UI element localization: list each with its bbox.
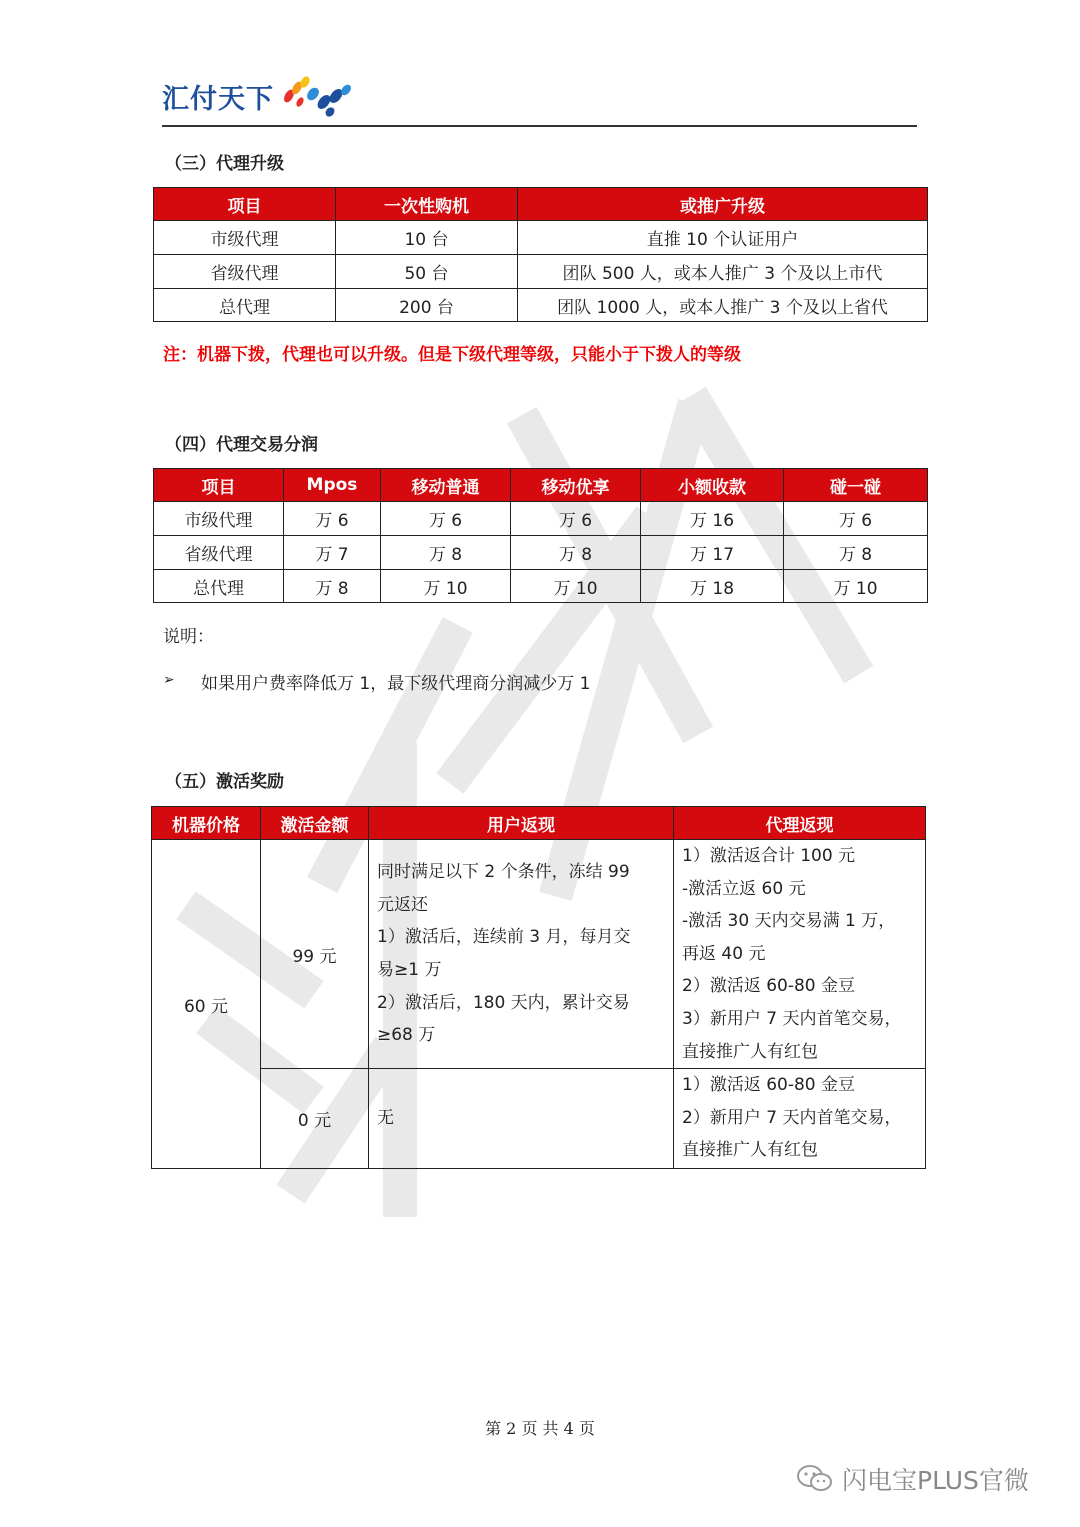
wechat-icon <box>796 1464 834 1494</box>
text-line: 直接推广人有红包 <box>682 1140 818 1161</box>
table-cell: 万 18 <box>641 570 784 603</box>
text-line: 1）激活返 60-80 金豆 <box>682 1075 856 1096</box>
table-row <box>154 570 928 603</box>
table-cell: 10 台 <box>336 221 518 255</box>
table-cell: 市级代理 <box>154 502 284 536</box>
table-row <box>152 840 926 1069</box>
table-cell: 万 6 <box>511 502 641 536</box>
upgrade-note: 注：机器下拨，代理也可以升级。但是下级代理等级，只能小于下拨人的等级 <box>163 345 741 365</box>
table-row <box>152 1069 926 1169</box>
text-line: 易≥1 万 <box>377 960 442 981</box>
agent-cashback-cell <box>674 840 926 1069</box>
user-cashback-cell <box>369 1069 674 1169</box>
table-cell: 50 台 <box>336 255 518 289</box>
table-cell: 万 6 <box>381 502 511 536</box>
table-header-cell: 一次性购机 <box>336 188 518 221</box>
profit-share-table <box>153 468 928 603</box>
text-line: 元返还 <box>377 894 428 915</box>
table-row <box>154 502 928 536</box>
text-line: 再返 40 元 <box>682 943 766 964</box>
table-row <box>154 221 928 255</box>
table-cell: 万 10 <box>381 570 511 603</box>
explain-label: 说明： <box>163 627 214 647</box>
table-row <box>154 255 928 289</box>
table-cell: 总代理 <box>154 289 336 322</box>
activation-amount-cell: 99 元 <box>261 840 369 1069</box>
table-row <box>154 536 928 570</box>
table-header-cell: 项目 <box>154 469 284 502</box>
text-line: ≥68 万 <box>377 1025 436 1046</box>
wechat-label: 闪电宝PLUS官微 <box>842 1466 1029 1495</box>
table-header-cell: 或推广升级 <box>518 188 928 221</box>
table-cell: 万 8 <box>284 570 381 603</box>
logo-dots-icon <box>280 74 354 118</box>
table-header-cell: 项目 <box>154 188 336 221</box>
text-line: 无 <box>377 1108 394 1129</box>
table-cell: 万 16 <box>641 502 784 536</box>
section5-title: （五）激活奖励 <box>165 772 284 792</box>
text-line: 同时满足以下 2 个条件，冻结 99 <box>377 862 630 883</box>
agent-cashback-cell <box>674 1069 926 1169</box>
table-row <box>154 289 928 322</box>
table-cell: 万 17 <box>641 536 784 570</box>
activation-amount-cell: 0 元 <box>261 1069 369 1169</box>
table-cell: 万 6 <box>784 502 928 536</box>
user-cashback-cell <box>369 840 674 1069</box>
logo-text: 汇付天下 <box>162 83 274 115</box>
agent-upgrade-table <box>153 187 928 322</box>
table-header-cell: 移动优享 <box>511 469 641 502</box>
explain-bullet <box>163 669 590 694</box>
table-cell: 万 10 <box>511 570 641 603</box>
table-cell: 市级代理 <box>154 221 336 255</box>
table-cell: 直推 10 个认证用户 <box>518 221 928 255</box>
table-cell: 万 8 <box>784 536 928 570</box>
table-cell: 万 8 <box>511 536 641 570</box>
arrow-bullet-icon: ➢ <box>163 672 175 688</box>
table-header-cell: 机器价格 <box>152 807 261 840</box>
header-rule <box>162 125 917 127</box>
text-line: 2）激活后，180 天内，累计交易 <box>377 992 630 1013</box>
machine-price-cell: 60 元 <box>152 840 261 1169</box>
table-cell: 200 台 <box>336 289 518 322</box>
table-cell: 万 8 <box>381 536 511 570</box>
section3-title: （三）代理升级 <box>165 154 284 174</box>
text-line: 1）激活后，连续前 3 月，每月交 <box>377 927 631 948</box>
text-line: 2）新用户 7 天内首笔交易， <box>682 1107 902 1128</box>
text-line: 1）激活返合计 100 元 <box>682 846 856 866</box>
page-number: 第 2 页 共 4 页 <box>485 1419 595 1438</box>
table-cell: 万 6 <box>284 502 381 536</box>
table-header-cell: 激活金额 <box>261 807 369 840</box>
wechat-account-tag <box>796 1461 1029 1497</box>
bullet-text: 如果用户费率降低万 1，最下级代理商分润减少万 1 <box>201 674 591 694</box>
table-header-cell: 用户返现 <box>369 807 674 840</box>
table-header-cell: Mpos <box>284 469 381 502</box>
table-cell: 省级代理 <box>154 536 284 570</box>
company-logo <box>162 74 354 118</box>
table-cell: 万 7 <box>284 536 381 570</box>
text-line: -激活 30 天内交易满 1 万， <box>682 911 896 932</box>
table-cell: 团队 500 人，或本人推广 3 个及以上市代 <box>518 255 928 289</box>
table-cell: 省级代理 <box>154 255 336 289</box>
table-header-cell: 代理返现 <box>674 807 926 840</box>
table-cell: 总代理 <box>154 570 284 603</box>
section4-title: （四）代理交易分润 <box>165 435 318 455</box>
text-line: 3）新用户 7 天内首笔交易， <box>682 1008 902 1029</box>
table-cell: 万 10 <box>784 570 928 603</box>
table-header-cell: 碰一碰 <box>784 469 928 502</box>
table-header-cell: 小额收款 <box>641 469 784 502</box>
table-header-cell: 移动普通 <box>381 469 511 502</box>
text-line: -激活立返 60 元 <box>682 878 806 899</box>
activation-reward-table <box>151 806 926 1169</box>
text-line: 2）激活返 60-80 金豆 <box>682 976 856 997</box>
text-line: 直接推广人有红包 <box>682 1041 818 1062</box>
table-cell: 团队 1000 人，或本人推广 3 个及以上省代 <box>518 289 928 322</box>
